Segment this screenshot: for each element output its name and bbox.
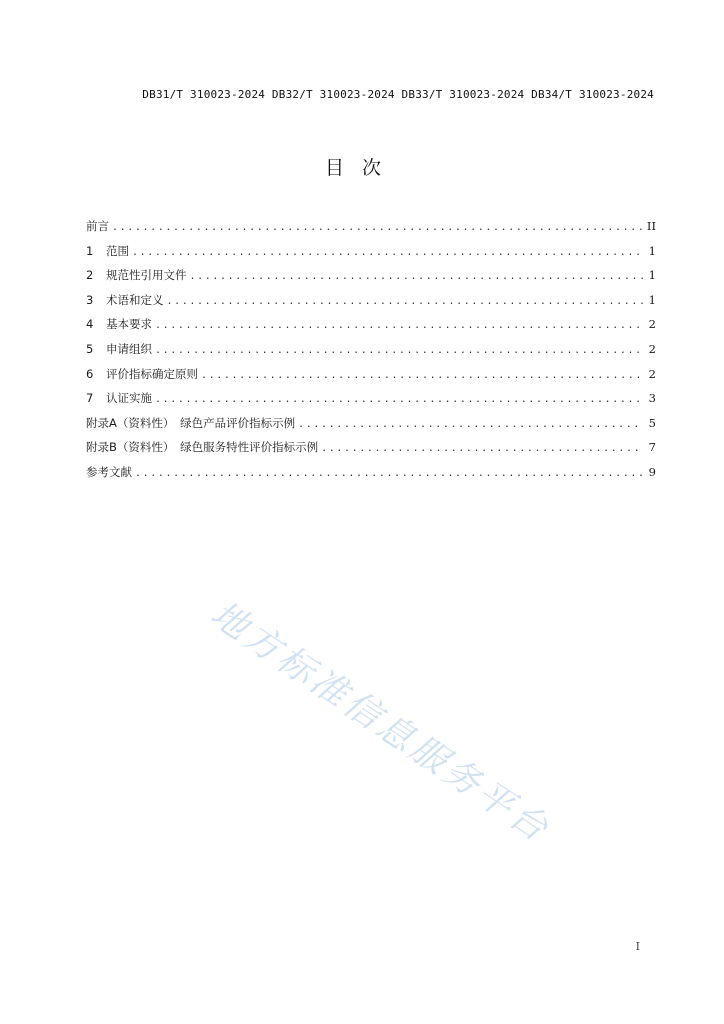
toc-entry-page: 9	[648, 464, 656, 479]
toc-leader-dots	[298, 417, 643, 432]
toc-entry-page: II	[646, 219, 656, 233]
toc-entry-label: 规范性引用文件	[106, 268, 187, 283]
toc-entry-appendix-b[interactable]	[86, 440, 656, 465]
toc-entry-normative-references[interactable]	[86, 268, 656, 293]
toc-leader-dots	[155, 343, 643, 358]
toc-entry-label: 参考文献	[86, 464, 132, 479]
toc-entry-page: 2	[648, 366, 656, 381]
toc-leader-dots	[321, 441, 643, 456]
toc-entry-label: 基本要求	[106, 317, 152, 332]
toc-entry-number: 4	[86, 317, 94, 332]
toc-entry-page: 1	[648, 243, 656, 258]
toc-entry-label: 范围	[106, 243, 129, 258]
toc-leader-dots	[190, 269, 644, 284]
toc-entry-bibliography[interactable]	[86, 465, 656, 490]
page-number: I	[635, 940, 640, 953]
toc-entry-label: 评价指标确定原则	[106, 366, 198, 381]
toc-entry-number: 2	[86, 268, 94, 283]
toc-leader-dots	[201, 368, 643, 383]
toc-entry-page: 2	[648, 317, 656, 332]
toc-entry-page: 7	[648, 440, 656, 455]
toc-entry-number: 6	[86, 366, 94, 381]
toc-leader-dots	[155, 318, 643, 333]
toc-entry-page: 3	[648, 391, 656, 406]
toc-leader-dots	[132, 245, 643, 260]
toc-entry-terms-definitions[interactable]	[86, 293, 656, 318]
toc-entry-appendix-a[interactable]	[86, 416, 656, 441]
toc-entry-page: 1	[648, 268, 656, 283]
toc-entry-foreword[interactable]	[86, 219, 656, 244]
toc-entry-number: 7	[86, 391, 94, 406]
toc-entry-label: 附录A（资料性） 绿色产品评价指标示例	[86, 415, 296, 430]
toc-entry-page: 5	[648, 415, 656, 430]
document-code-header: DB31/T 310023-2024 DB32/T 310023-2024 DB33/T 310023-2024 DB34/T 310023-2024	[142, 88, 654, 101]
toc-leader-dots	[112, 220, 643, 235]
toc-entry-page: 1	[648, 292, 656, 307]
toc-entry-scope[interactable]	[86, 244, 656, 269]
toc-entry-number: 1	[86, 243, 94, 258]
toc-entry-applicant-organization[interactable]	[86, 342, 656, 367]
toc-entry-label: 前言	[86, 219, 109, 233]
watermark-text: 地方标准信息服务平台	[203, 593, 558, 852]
page-title: 目次	[324, 157, 399, 179]
toc-entry-label: 申请组织	[106, 341, 152, 356]
toc-leader-dots	[135, 466, 643, 481]
toc-entry-number: 3	[86, 292, 94, 307]
toc-entry-evaluation-indicator-principles[interactable]	[86, 367, 656, 392]
toc-leader-dots	[167, 294, 644, 309]
toc-entry-page: 2	[648, 341, 656, 356]
toc-entry-certification-implementation[interactable]	[86, 391, 656, 416]
toc-leader-dots	[155, 392, 643, 407]
toc-entry-basic-requirements[interactable]	[86, 317, 656, 342]
toc-entry-label: 认证实施	[106, 391, 152, 406]
toc-entry-number: 5	[86, 341, 94, 356]
toc-entry-label: 术语和定义	[106, 292, 164, 307]
table-of-contents	[86, 219, 656, 490]
toc-entry-label: 附录B（资料性） 绿色服务特性评价指标示例	[86, 440, 319, 455]
